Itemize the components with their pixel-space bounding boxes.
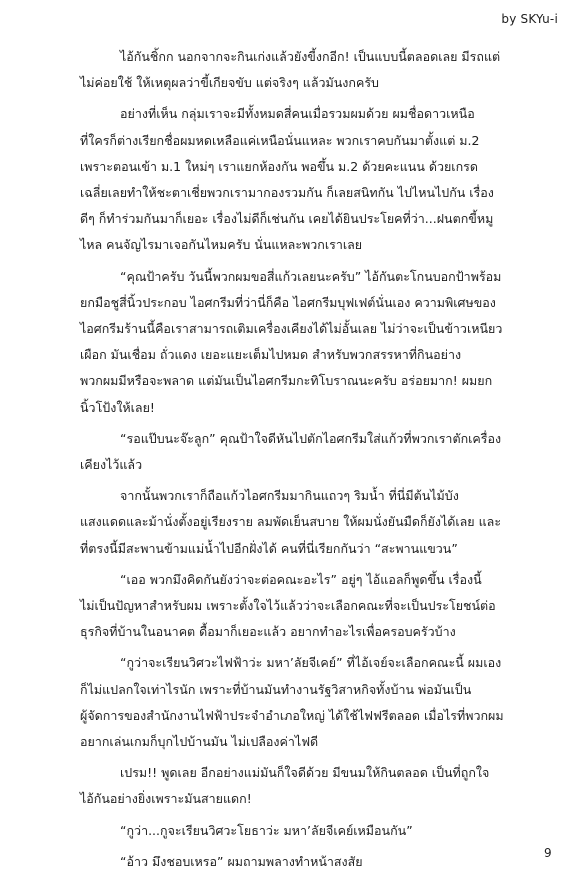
text-line: เพราะตอนเข้า ม.1 ใหม่ๆ เราแยกห้องกัน พอขึ้น ม.2 ด้วยคะแนน ด้วยเกรด [80, 158, 478, 174]
page-body [80, 44, 506, 875]
paragraph [80, 760, 506, 812]
text-line: ไหล คนจัญไรมาเจอกันไหมครับ นั่นแหละพวกเราเลย [80, 237, 363, 253]
text-line: ที่ตรงนี้มีสะพานข้ามแม่น้ำไปอีกฝั่งได้ คนที่นี่เรียกกันว่า “สะพานแขวน” [80, 540, 458, 556]
text-line: นิ้วโป้งให้เลย! [80, 399, 155, 415]
page-number: 9 [544, 846, 552, 860]
text-line: ที่ใครก็ต่างเรียกชื่อผมหดเหลือแค่เหนือนั่นแหละ พวกเราคบกันมาตั้งแต่ ม.2 [80, 132, 480, 148]
paragraph [80, 426, 506, 478]
text-line: “รอแป๊บนะจ๊ะลูก” คุณป้าใจดีหันไปตักไอศกรีมใส่แก้วที่พวกเราตักเครื่อง [120, 430, 502, 446]
text-line: พวกผมมีหรือจะพลาด แต่มันเป็นไอศกรีมกะทิโบราณนะครับ อร่อยมาก! ผมยก [80, 373, 493, 389]
text-line: ผู้จัดการของสำนักงานไฟฟ้าประจำอำเภอใหญ่ ได้ใช้ไฟฟรีตลอด เมื่อไรที่พวกผม [80, 707, 504, 723]
paragraph [80, 264, 506, 421]
text-line: ไม่ค่อยใช้ ให้เหตุผลว่าขี้เกียจขับ แต่จริงๆ แล้วมันงกครับ [80, 75, 379, 91]
text-line: ไอ้กันอย่างยิ่งเพราะมันสายแดก! [80, 791, 252, 807]
text-line: ไม่เป็นปัญหาสำหรับผม เพราะตั้งใจไว้แล้วว่าจะเลือกคณะที่จะเป็นประโยชน์ต่อ [80, 598, 496, 614]
text-line: ไอศกรีมร้านนี้คือเราสามารถเติมเครื่องเคียงได้ไม่อั้นเลย ไม่ว่าจะเป็นข้าวเหนียว [80, 321, 503, 337]
paragraph [80, 567, 506, 646]
paragraph [80, 101, 506, 258]
text-line: ธุรกิจที่บ้านในอนาคต ดื้อมาก็เยอะแล้ว อยากทำอะไรเพื่อครอบครัวบ้าง [80, 624, 456, 640]
text-line: เฉลี่ยเลยทำให้ชะตาเชี่ยพวกเรามากองรวมกัน ก็เลยสนิทกัน ไปไหนไปกัน เรื่อง [80, 185, 494, 201]
text-line: เปรม!! พูดเลย อีกอย่างแม่มันก็ใจดีด้วย มีขนมให้กินตลอด เป็นที่ถูกใจ [120, 765, 490, 781]
text-line: อยากเล่นเกมก็บุกไปบ้านมัน ไม่เปลืองค่าไฟดี [80, 734, 319, 750]
paragraph [80, 650, 506, 755]
text-line: “คุณป้าครับ วันนี้พวกผมขอสี่แก้วเลยนะครับ” ไอ้กันตะโกนบอกป้าพร้อม [120, 268, 502, 284]
author-header: by SKYu-i [501, 12, 558, 26]
paragraph [80, 483, 506, 562]
paragraph [80, 44, 506, 96]
text-line: เผือก มันเชื่อม ถั่วแดง เยอะแยะเต็มไปหมด สำหรับพวกสรรหาที่กินอย่าง [80, 347, 462, 363]
text-line: เคียงไว้แล้ว [80, 457, 143, 473]
text-line: ก็ไม่แปลกใจเท่าไรนัก เพราะที่บ้านมันทำงานรัฐวิสาหกิจทั้งบ้าน พ่อมันเป็น [80, 681, 472, 697]
text-line: ดีๆ ก็ทำร่วมกันมาก็เยอะ เรื่องไม่ดีก็เช่นกัน เคยได้ยินประโยคที่ว่า...ฝนตกขี้หมู [80, 211, 494, 227]
text-line: อย่างที่เห็น กลุ่มเราจะมีทั้งหมดสี่คนเมื่อรวมผมด้วย ผมชื่อดาวเหนือ [120, 106, 475, 122]
text-line: จากนั้นพวกเราก็ถือแก้วไอศกรีมมากินแถวๆ ริมน้ำ ที่นี่มีต้นไม้บัง [120, 488, 459, 504]
text-line: ไอ้กันชิ้กก นอกจากจะกินเก่งแล้วยังขี้งกอีก! เป็นแบบนี้ตลอดเลย มีรถแต่ [120, 49, 501, 64]
text-line: ยกมือชูสี่นิ้วประกอบ ไอศกรีมที่ว่านี่ก็คือ ไอศกรีมบุฟเฟต์นั่นเอง ความพิเศษของ [80, 294, 496, 310]
text-line: “กูว่าจะเรียนวิศวะไฟฟ้าว่ะ มหา’ลัยจีเคย์” ที่ไอ้เจย์จะเลือกคณะนี้ ผมเอง [120, 655, 502, 671]
text-line: “กูว่า...กูจะเรียนวิศวะโยธาว่ะ มหา’ลัยจีเคย์เหมือนกัน” [120, 822, 413, 838]
text-line: “อ้าว มึงชอบเหรอ” ผมถามพลางทำหน้าสงสัย [120, 853, 363, 869]
paragraph [80, 818, 506, 844]
text-line: “เออ พวกมึงคิดกันยังว่าจะต่อคณะอะไร” อยู่ๆ ไอ้แอลก็พูดขึ้น เรื่องนี้ [120, 571, 482, 587]
paragraph [80, 849, 506, 875]
text-line: แสงแดดและม้านั่งตั้งอยู่เรียงราย ลมพัดเย็นสบาย ให้ผมนั่งยันมืดก็ยังได้เลย และ [80, 514, 502, 530]
